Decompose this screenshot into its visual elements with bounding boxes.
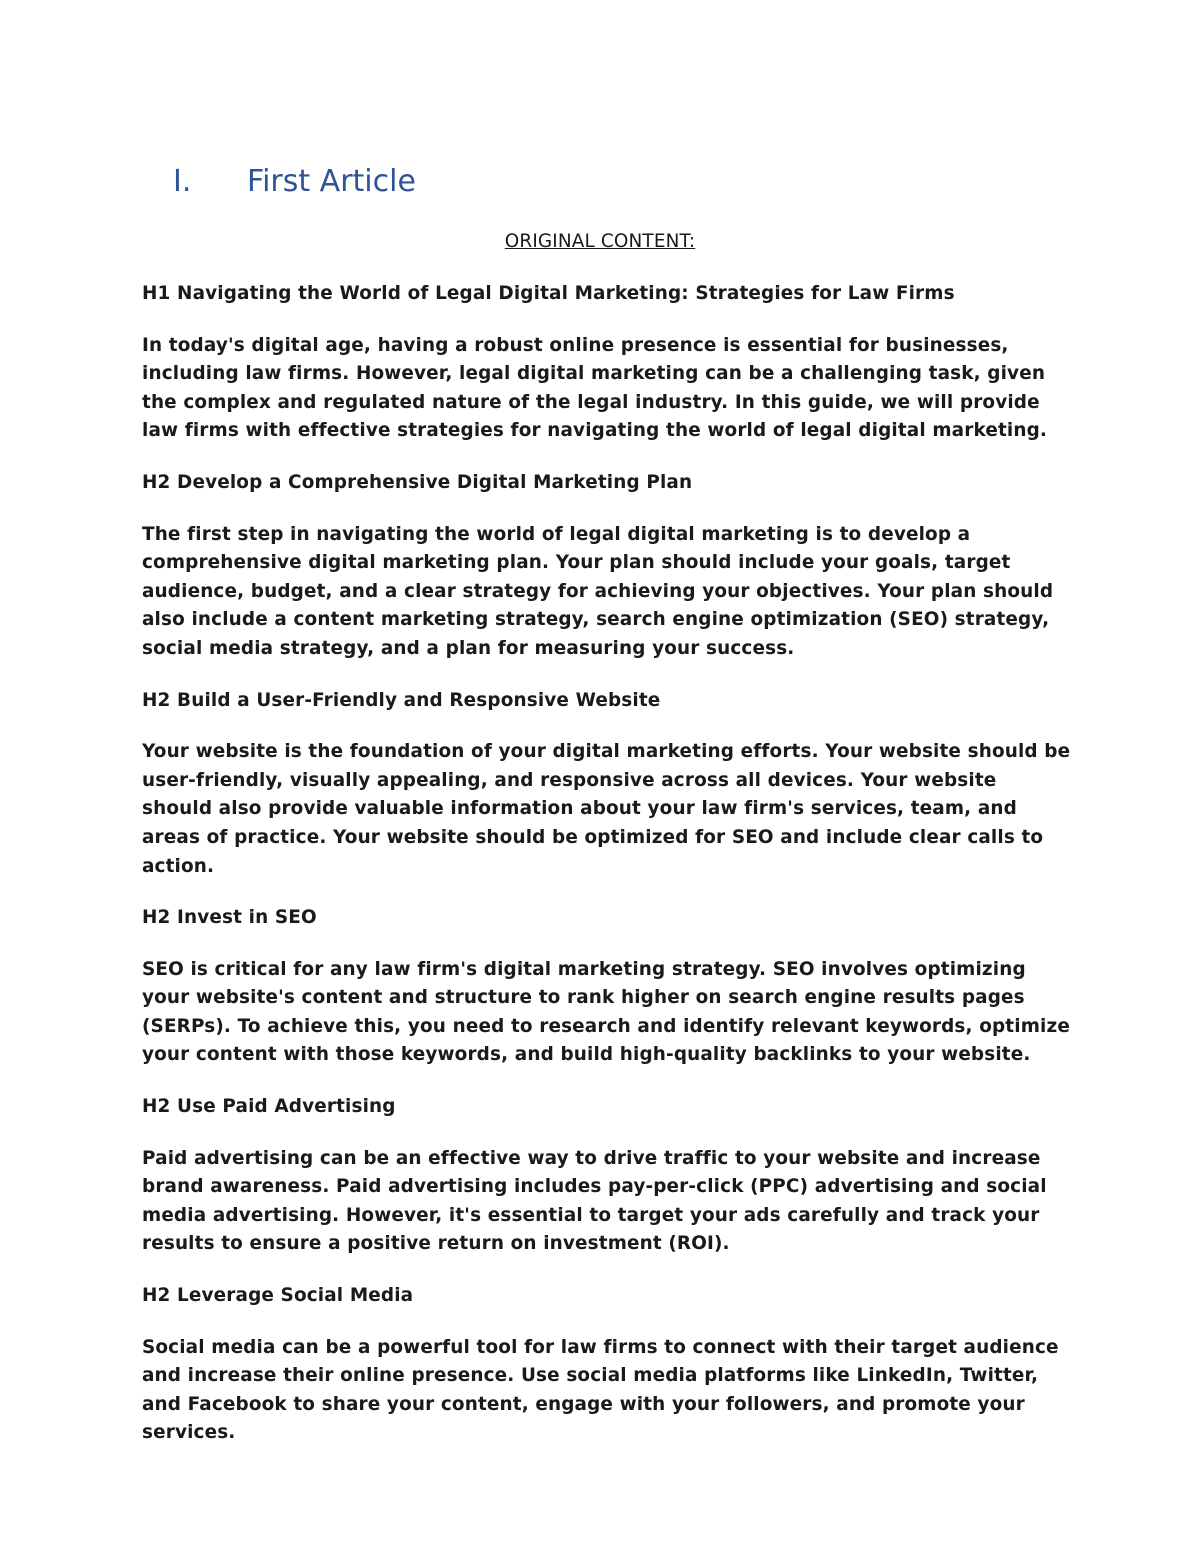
heading-title: First Article	[247, 164, 416, 199]
h2-paid-advertising: H2 Use Paid Advertising	[142, 1096, 396, 1118]
article-heading	[173, 160, 416, 204]
seo-paragraph: SEO is critical for any law firm's digital marketing strategy. SEO involves optimizing your website's content and structure to rank higher on search engine results pages (SERPs). To achieve this, you need to research and identify relevant keywords, optimize your content with those keywords, and build high-quality backlinks to your website.	[142, 958, 1070, 1066]
heading-number: I.	[173, 164, 192, 199]
marketing-plan-paragraph: The first step in navigating the world of legal digital marketing is to develop a comprehensive digital marketing plan. Your plan should include your goals, target audience, budget, and a clear strategy for achieving your objectives. Your plan should also include a content marketing strategy, search engine optimization (SEO) strategy, social media strategy, and a plan for measuring your success.	[142, 523, 1054, 659]
intro-paragraph: In today's digital age, having a robust online presence is essential for businesses, including law firms. However, legal digital marketing can be a challenging task, given the complex and regulated nature of the legal industry. In this guide, we will provide law firms with effective strategies for navigating the world of legal digital marketing.	[142, 334, 1048, 442]
h1-line: H1 Navigating the World of Legal Digital Marketing: Strategies for Law Firms	[142, 283, 955, 304]
website-paragraph: Your website is the foundation of your digital marketing efforts. Your website should be user-friendly, visually appealing, and responsive across all devices. Your website should also provide valuable information about your law firm's services, team, and areas of practice. Your website should be optimized for SEO and include clear calls to action.	[142, 741, 1071, 877]
h2-marketing-plan: H2 Develop a Comprehensive Digital Marketing Plan	[142, 471, 693, 493]
h2-website: H2 Build a User-Friendly and Responsive Website	[142, 689, 661, 711]
h2-social-media: H2 Leverage Social Media	[142, 1285, 414, 1307]
paid-advertising-paragraph: Paid advertising can be an effective way to drive traffic to your website and increase brand awareness. Paid advertising includes pay-per-click (PPC) advertising and social media advertising. However, it's essential to target your ads carefully and track your results to ensure a positive return on investment (ROI).	[142, 1147, 1047, 1255]
original-content-label: ORIGINAL CONTENT:	[504, 231, 696, 252]
document-body	[142, 227, 1072, 1448]
social-media-paragraph: Social media can be a powerful tool for law firms to connect with their target audience and increase their online presence. Use social media platforms like LinkedIn, Twitter, and Facebook to share your content, engage with your followers, and promote your services.	[142, 1336, 1059, 1444]
h2-seo: H2 Invest in SEO	[142, 907, 317, 929]
